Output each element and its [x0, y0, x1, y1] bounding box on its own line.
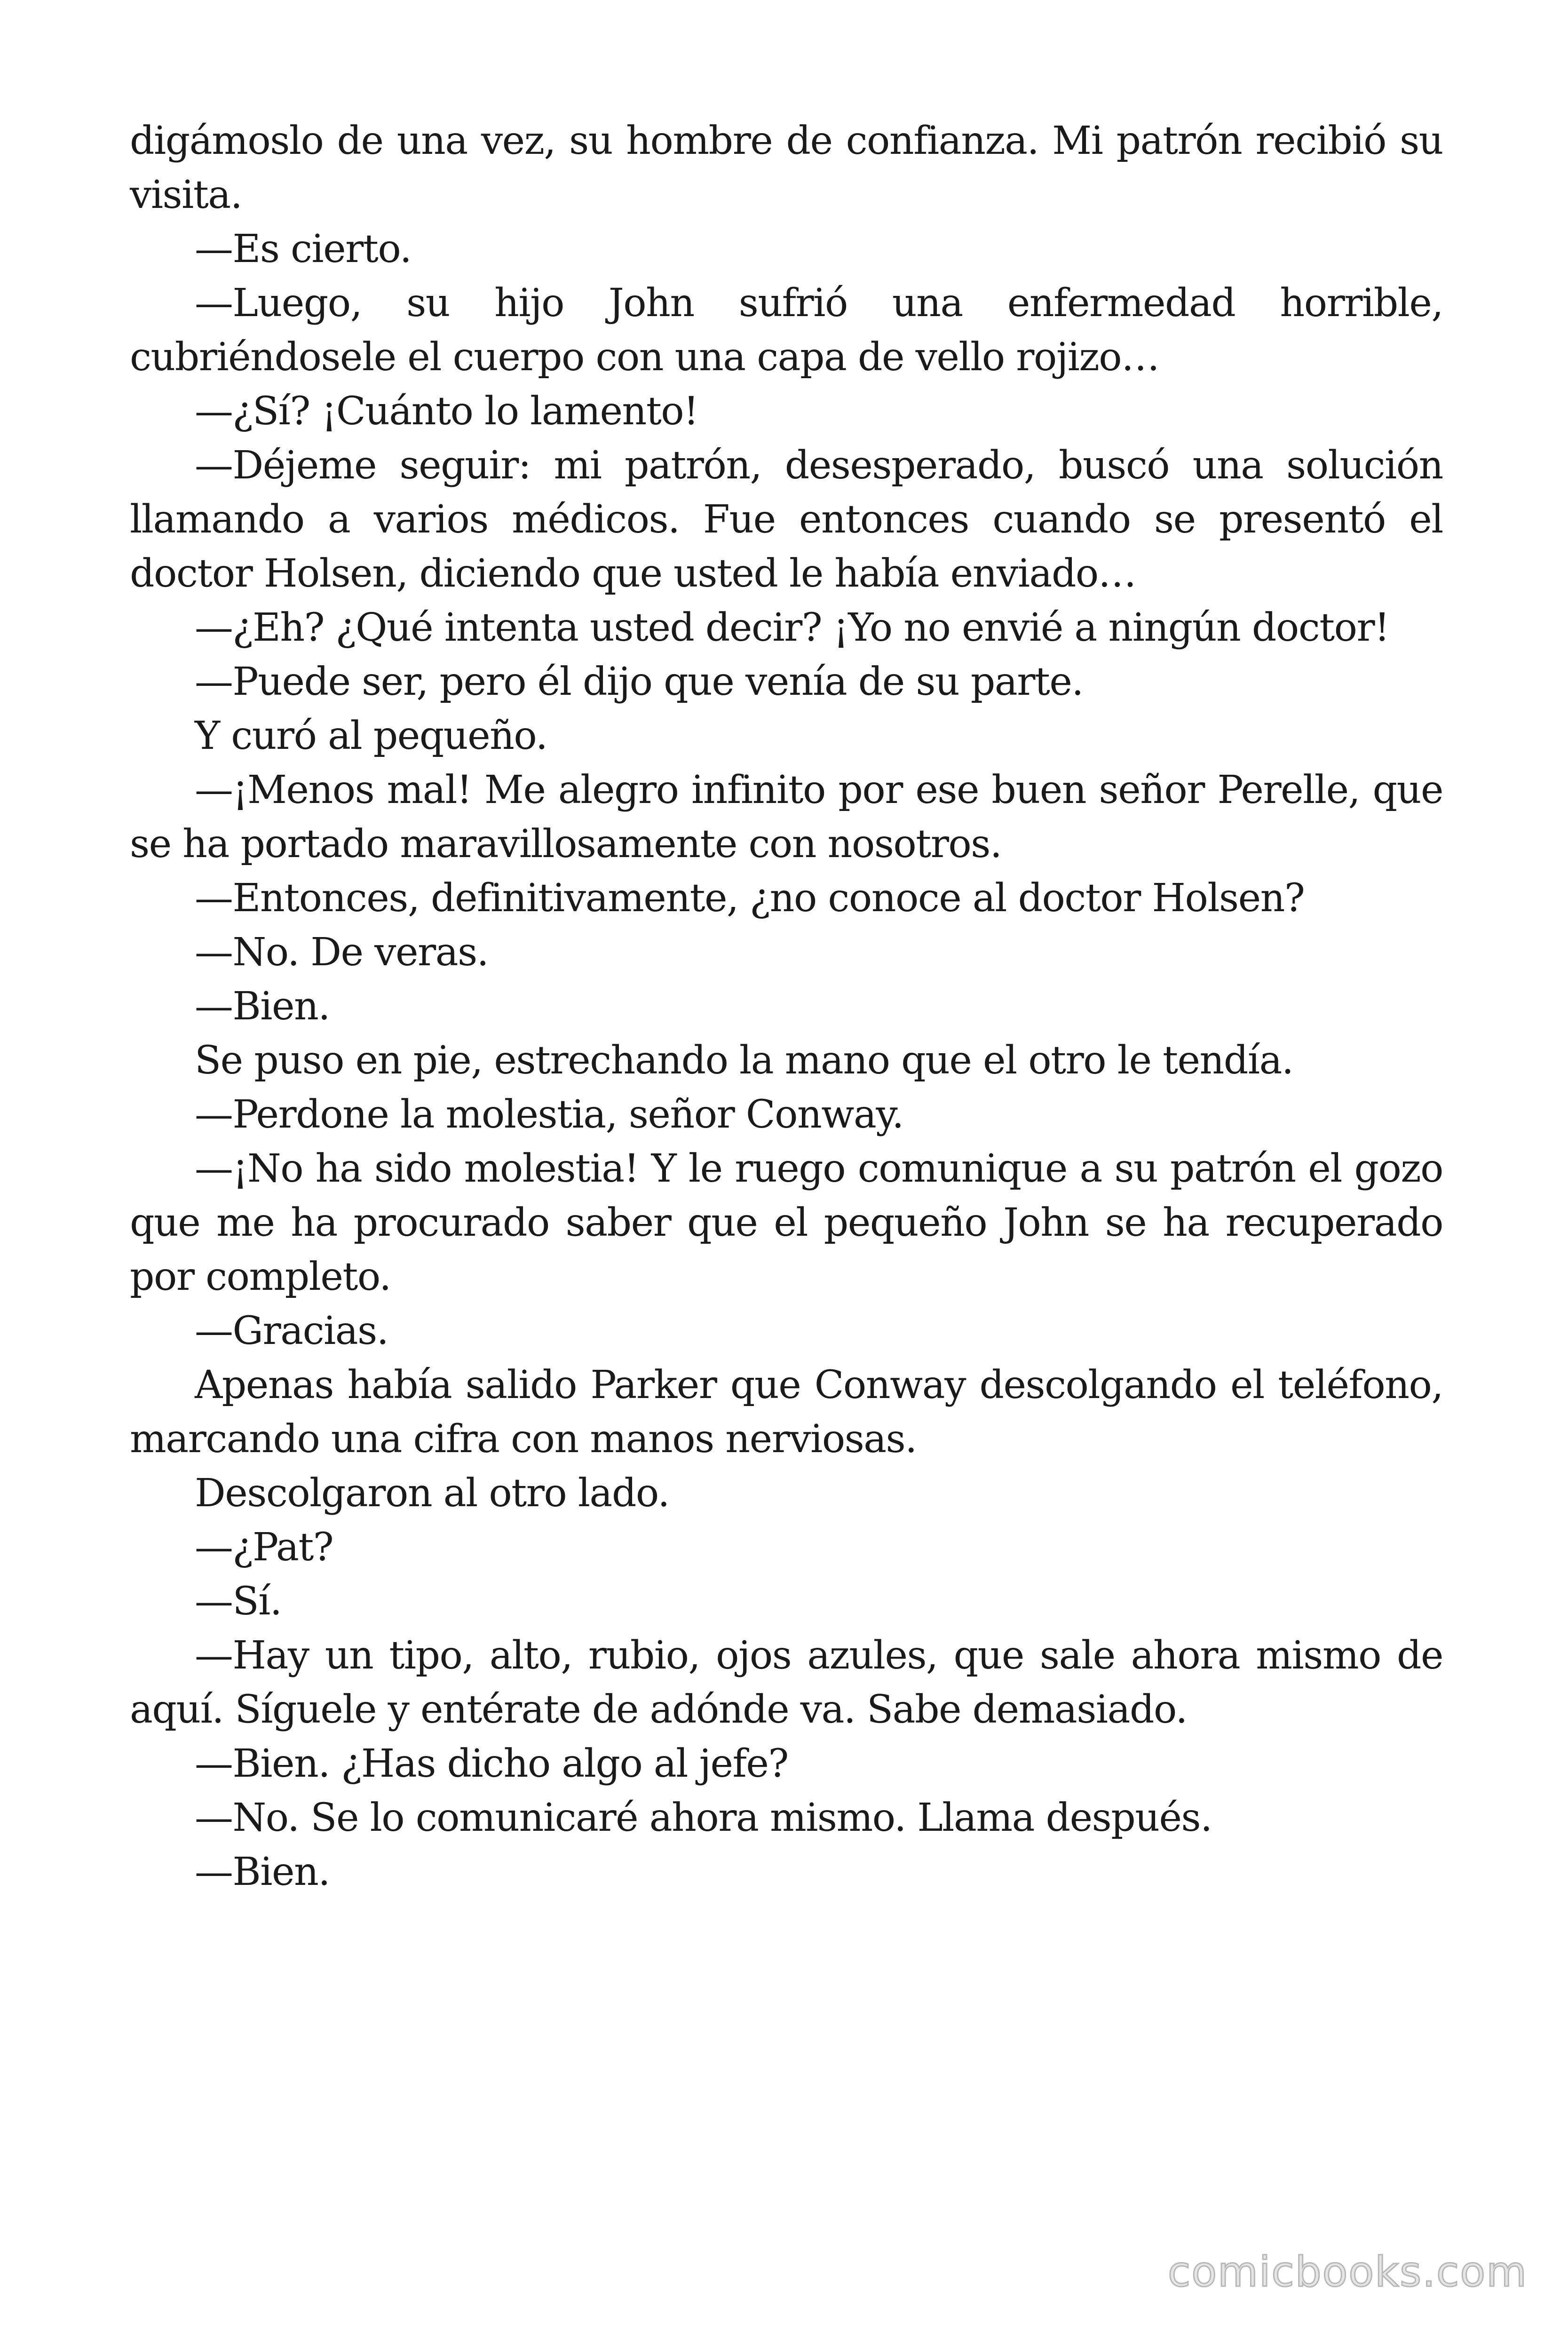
paragraph: —¡Menos mal! Me alegro infinito por ese buen señor Perelle, que se ha portado maravillosamente con nosotros. — [130, 768, 1443, 866]
paragraph: —¡No ha sido molestia! Y le ruego comunique a su patrón el gozo que me ha procurado saber que el pequeño John se ha recuperado por completo. — [130, 1146, 1443, 1299]
paragraph: —Gracias. — [195, 1309, 388, 1353]
paragraph: —No. Se lo comunicaré ahora mismo. Llama después. — [195, 1796, 1212, 1840]
paragraph: —Luego, su hijo John sufrió una enfermedad horrible, cubriéndosele el cuerpo con una capa de vello rojizo… — [130, 281, 1443, 380]
paragraph: Y curó al pequeño. — [195, 714, 547, 758]
paragraph: Apenas había salido Parker que Conway descolgando el teléfono, marcando una cifra con manos nerviosas. — [130, 1363, 1443, 1462]
paragraph: Descolgaron al otro lado. — [195, 1471, 669, 1516]
paragraph: —Perdone la molestia, señor Conway. — [195, 1092, 903, 1137]
paragraph: —Hay un tipo, alto, rubio, ojos azules, que sale ahora mismo de aquí. Síguele y entérate de adónde va. Sabe demasiado. — [130, 1633, 1443, 1732]
paragraph-continuation: digámoslo de una vez, su hombre de confianza. Mi patrón recibió su visita. — [130, 119, 1443, 217]
paragraph: —Bien. ¿Has dicho algo al jefe? — [195, 1741, 788, 1786]
paragraph: —Sí. — [195, 1579, 282, 1624]
watermark: comicbooks.com — [1167, 2248, 1528, 2296]
paragraph: —Es cierto. — [195, 227, 412, 271]
paragraph: —Entonces, definitivamente, ¿no conoce al doctor Holsen? — [195, 876, 1305, 921]
book-page-text — [130, 114, 1443, 1899]
paragraph: —¿Sí? ¡Cuánto lo lamento! — [195, 389, 698, 434]
paragraph: Se puso en pie, estrechando la mano que el otro le tendía. — [195, 1038, 1293, 1083]
paragraph: —Puede ser, pero él dijo que venía de su parte. — [195, 660, 1083, 704]
paragraph: —Déjeme seguir: mi patrón, desesperado, buscó una solución llamando a varios médicos. Fue entonces cuando se presentó el doctor Holsen, diciendo que usted le había enviado… — [130, 443, 1443, 596]
paragraph: —Bien. — [195, 984, 330, 1029]
paragraph: —¿Eh? ¿Qué intenta usted decir? ¡Yo no envié a ningún doctor! — [195, 605, 1389, 650]
paragraph: —No. De veras. — [195, 930, 489, 975]
paragraph: —¿Pat? — [195, 1525, 333, 1570]
paragraph: —Bien. — [195, 1850, 330, 1894]
